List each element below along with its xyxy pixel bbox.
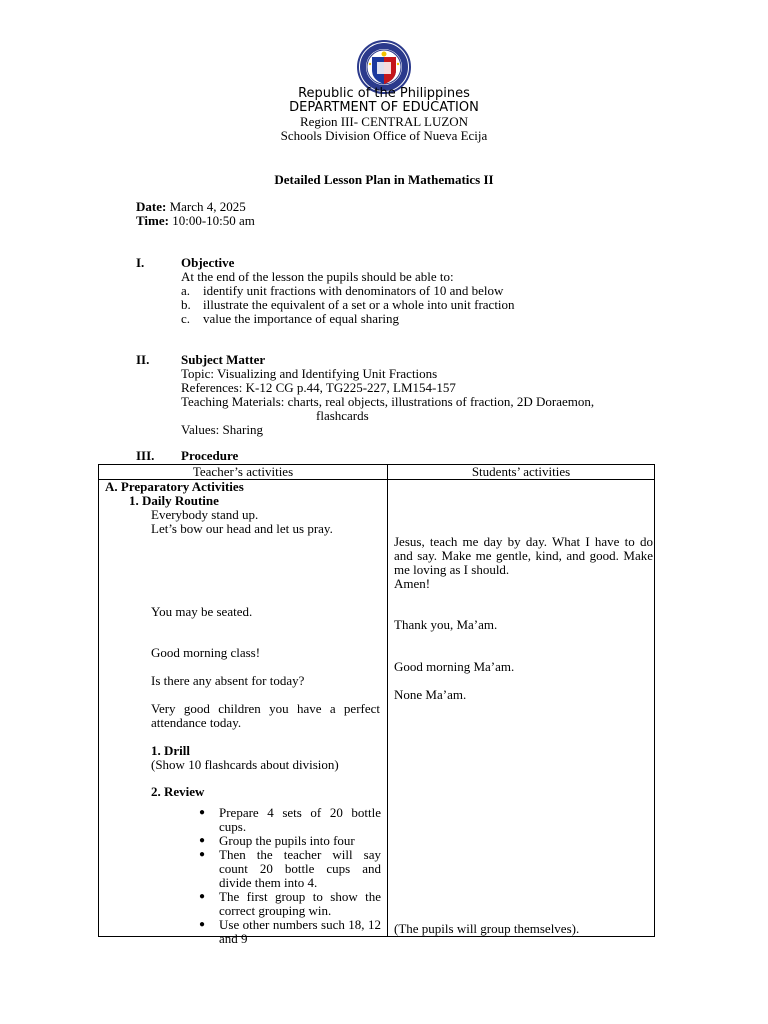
procedure-table-row: [99, 480, 655, 937]
region-heading: Region III- CENTRAL LUZON: [299, 114, 469, 129]
subject-materials: Teaching Materials: charts, real objects, illustrations of fraction, 2D Doraemon,: [181, 394, 595, 409]
subject-number: II.: [136, 352, 150, 367]
daily-routine-heading: 1. Daily Routine: [129, 493, 219, 508]
date-label: Date:: [136, 199, 167, 214]
teacher-pray: Let’s bow our head and let us pray.: [151, 521, 333, 536]
student-thanks: Thank you, Ma’am.: [394, 617, 498, 632]
time-label: Time:: [136, 213, 169, 228]
review-heading: 2. Review: [151, 784, 205, 799]
preparatory-heading: A. Preparatory Activities: [105, 479, 244, 494]
procedure-heading: Procedure: [181, 448, 239, 463]
objective-heading: Objective: [181, 255, 235, 270]
date-value: March 4, 2025: [169, 199, 246, 214]
teacher-activities-cell: [99, 479, 388, 946]
date-row: [136, 200, 246, 214]
department-heading: DEPARTMENT OF EDUCATION: [289, 100, 479, 115]
procedure-number: III.: [136, 448, 155, 463]
student-group: (The pupils will group themselves).: [394, 921, 580, 936]
subject-materials-cont: flashcards: [316, 408, 369, 423]
objective-item-b: illustrate the equivalent of a set or a whole into unit fraction: [203, 297, 515, 312]
document-title: Detailed Lesson Plan in Mathematics II: [274, 172, 494, 187]
republic-heading: Republic of the Philippines: [298, 86, 470, 101]
teacher-column-header: Teacher’s activities: [99, 465, 388, 480]
list-item: ● Then the teacher will say count 20 bottle cups and divide them into 4.: [199, 847, 381, 890]
teacher-absent-question: Is there any absent for today?: [151, 673, 305, 688]
drill-text: (Show 10 flashcards about division): [151, 757, 339, 772]
objective-number: I.: [136, 255, 145, 270]
review-list: [199, 806, 381, 946]
list-item: ● Group the pupils into four: [199, 833, 355, 848]
objective-item-c: value the importance of equal sharing: [203, 311, 400, 326]
objective-intro: At the end of the lesson the pupils should be able to:: [181, 269, 454, 284]
student-prayer: Jesus, teach me day by day. What I have to do and say. Make me gentle, kind, and good. Make me loving as I should.: [394, 534, 653, 577]
teacher-attendance: Very good children you have a perfect attendance today.: [151, 701, 380, 730]
objective-item-b-letter: b.: [181, 297, 191, 312]
list-item: ● Prepare 4 sets of 20 bottle cups.: [199, 805, 381, 834]
objective-item-c-letter: c.: [181, 311, 191, 326]
list-item: ● The first group to show the correct grouping win.: [199, 889, 381, 918]
student-good-morning: Good morning Ma’am.: [394, 659, 515, 674]
time-row: [136, 214, 255, 228]
drill-heading: 1. Drill: [151, 743, 190, 758]
objective-item-a-letter: a.: [181, 283, 191, 298]
time-value: 10:00-10:50 am: [172, 213, 255, 228]
teacher-stand-up: Everybody stand up.: [151, 507, 259, 522]
student-amen: Amen!: [394, 576, 431, 591]
procedure-table-header: [99, 465, 655, 480]
students-column-header: Students’ activities: [388, 465, 655, 480]
subject-heading: Subject Matter: [181, 352, 266, 367]
subject-topic: Topic: Visualizing and Identifying Unit Fractions: [181, 366, 438, 381]
teacher-good-morning: Good morning class!: [151, 645, 261, 660]
student-none: None Ma’am.: [394, 687, 467, 702]
students-activities-cell: [388, 480, 655, 937]
procedure-table: [98, 464, 655, 946]
division-heading: Schools Division Office of Nueva Ecija: [280, 128, 488, 143]
list-item: ● Use other numbers such 18, 12 and 9: [199, 917, 381, 946]
teacher-seated: You may be seated.: [151, 604, 253, 619]
objective-item-a: identify unit fractions with denominators of 10 and below: [203, 283, 504, 298]
subject-references: References: K-12 CG p.44, TG225-227, LM154-157: [181, 380, 456, 395]
subject-values: Values: Sharing: [181, 422, 263, 437]
